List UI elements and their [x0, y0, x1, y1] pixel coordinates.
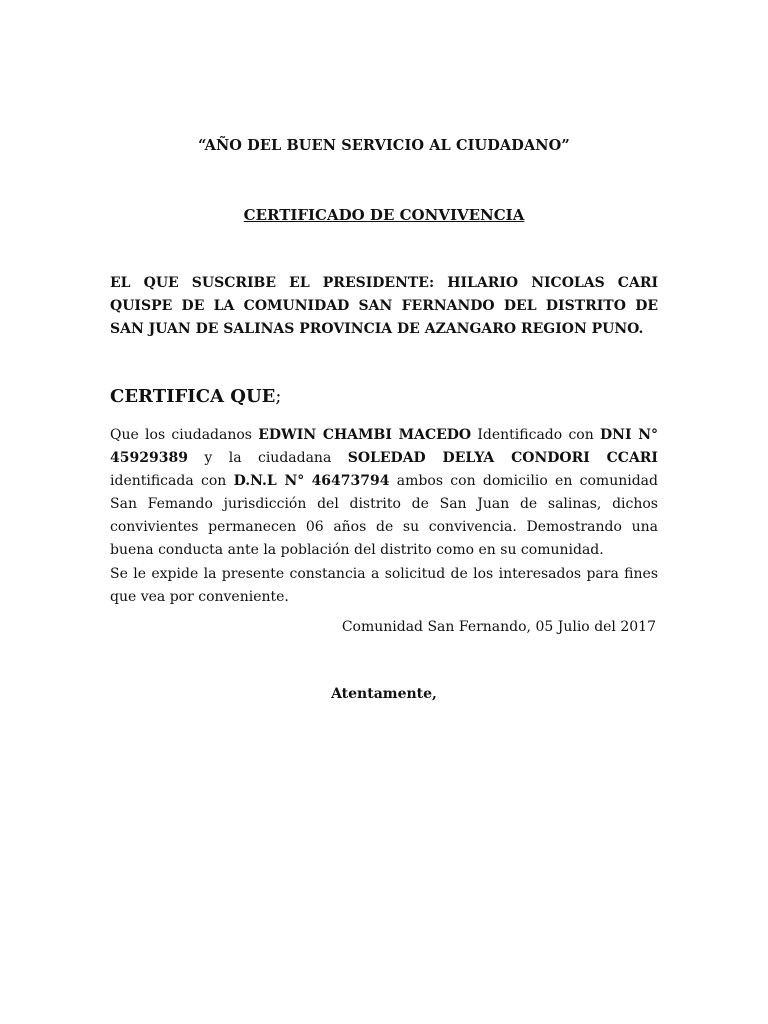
dni-value: 45929389 — [110, 450, 188, 466]
para1-text-5: ambos con domicilio en comunidad San Femando jurisdicción del distrito de San Juan de salinas, dichos convivientes permanecen 06 años de su convivencia. Demostrando una buena conducta ante la población del distrito como en su comunidad. — [110, 473, 658, 558]
para1-text-1: Que los ciudadanos — [110, 427, 259, 443]
certification-paragraph — [110, 424, 658, 562]
dnl-label: D.N.L N° — [233, 473, 305, 489]
dni-label: DNI N° — [600, 427, 658, 443]
certifica-heading — [110, 386, 281, 407]
year-motto: “AÑO DEL BUEN SERVICIO AL CIUDADANO” — [198, 137, 570, 154]
para1-text-2: Identificado con — [471, 427, 601, 443]
person-name-1: EDWIN CHAMBI MACEDO — [258, 427, 472, 443]
certifica-heading-punct: ; — [275, 386, 282, 407]
para1-text-3: y la ciudadana — [187, 450, 348, 466]
issuance-paragraph: Se le expide la presente constancia a solicitud de los interesados para fines que vea por conveniente. — [110, 566, 658, 605]
intro-paragraph: EL QUE SUSCRIBE EL PRESIDENTE: HILARIO NICOLAS CARI QUISPE DE LA COMUNIDAD SAN FERNANDO DEL DISTRITO DE SAN JUAN DE SALINAS PROVINCIA DE AZANGARO REGION PUNO. — [110, 275, 658, 337]
document-title: CERTIFICADO DE CONVIVENCIA — [243, 206, 525, 224]
certifica-heading-text: CERTIFICA QUE — [110, 386, 276, 407]
closing-salutation: Atentamente, — [331, 686, 437, 702]
para1-text-4: identificada con — [110, 473, 234, 489]
date-line: Comunidad San Fernando, 05 Julio del 2017 — [341, 619, 656, 635]
dnl-value: 46473794 — [311, 473, 390, 489]
person-name-2: SOLEDAD DELYA CONDORI CCARI — [347, 450, 658, 466]
